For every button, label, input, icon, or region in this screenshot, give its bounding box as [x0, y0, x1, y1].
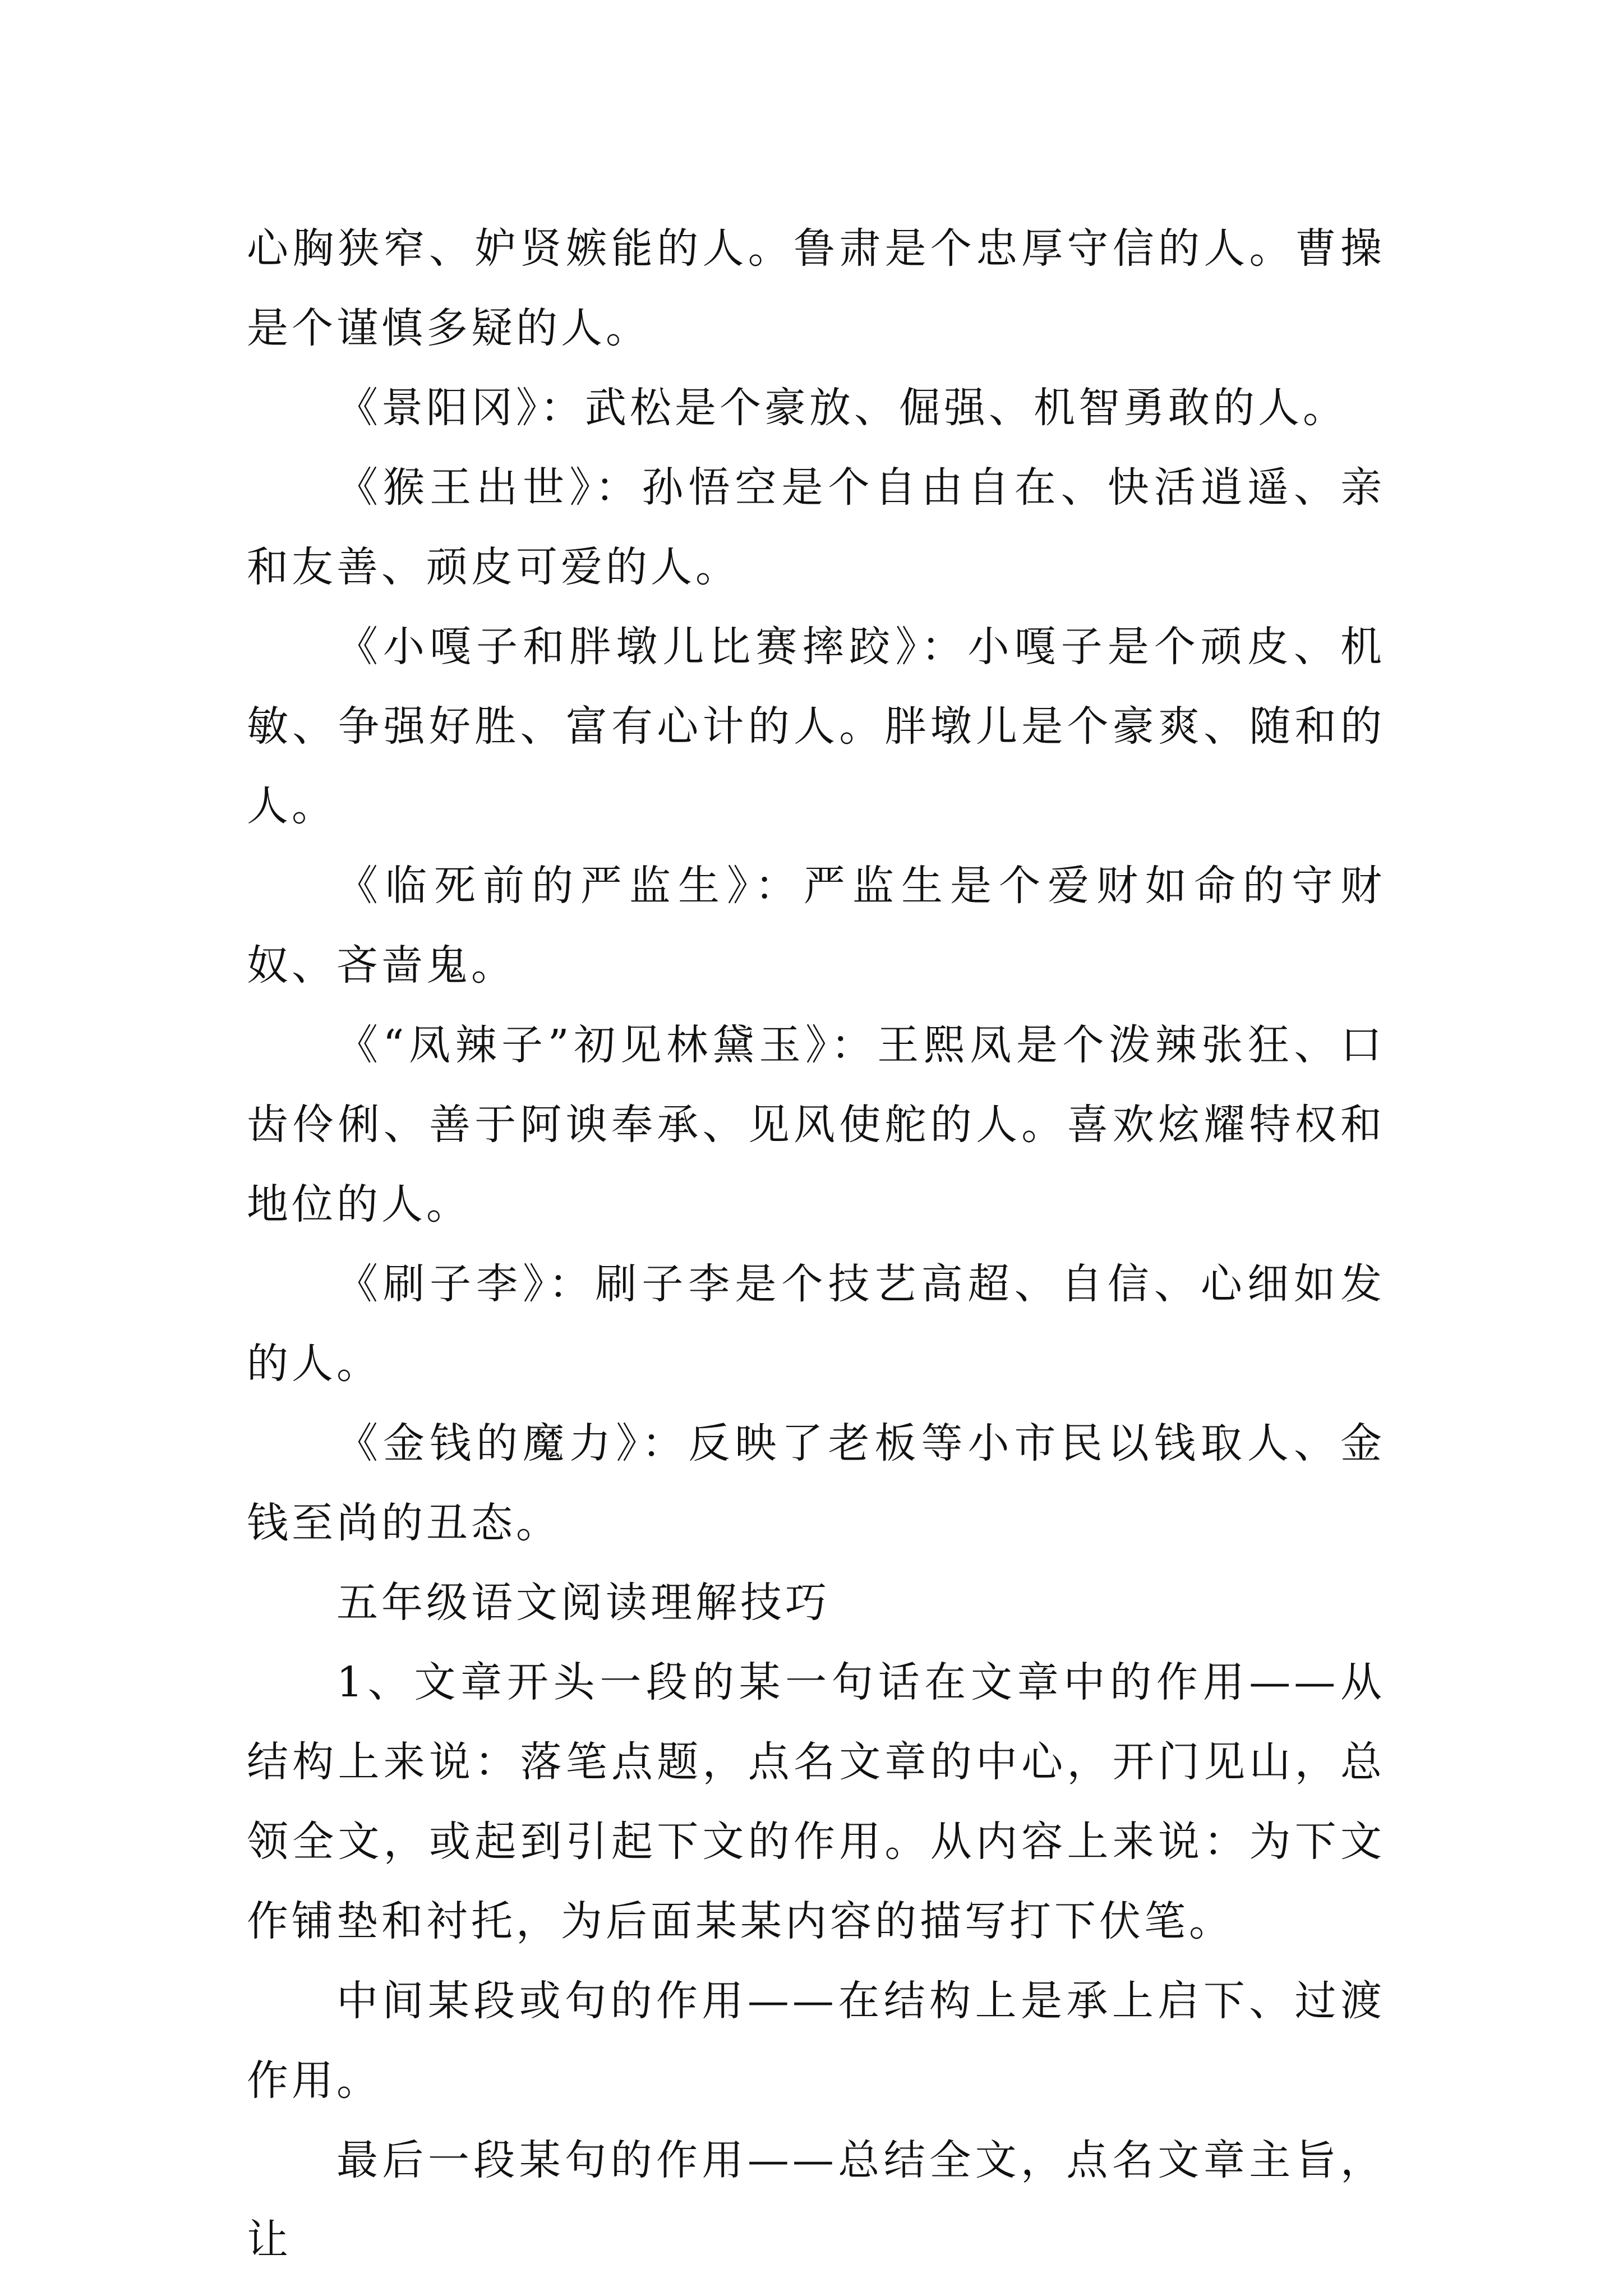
paragraph-houwang-chushi: 《猴王出世》：孙悟空是个自由自在、快活逍遥、亲和友善、顽皮可爱的人。: [247, 463, 1385, 591]
paragraph-tip-opening-sentence: 1、文章开头一段的某一句话在文章中的作用——从结构上来说：落笔点题，点名文章的中心，开门见山，总领全文，或起到引起下文的作用。从内容上来说：为下文作铺垫和衬托，为后面某某内容的描写打下伏笔。: [247, 1658, 1385, 1945]
paragraph-yanjiansheng: 《临死前的严监生》：严监生是个爱财如命的守财奴、吝啬鬼。: [247, 862, 1385, 990]
paragraph-jinqian-moli: 《金钱的魔力》：反映了老板等小市民以钱取人、金钱至尚的丑态。: [247, 1419, 1385, 1547]
paragraph-jingyanggang: 《景阳冈》：武松是个豪放、倔强、机智勇敢的人。: [336, 384, 1348, 432]
section-heading-reading-tips: 五年级语文阅读理解技巧: [336, 1579, 830, 1627]
paragraph-tip-last-sentence: 最后一段某句的作用——总结全文，点名文章主旨，让: [247, 2136, 1385, 2264]
paragraph-tip-middle-sentence: 中间某段或句的作用——在结构上是承上启下、过渡作用。: [247, 1977, 1385, 2105]
document-body: [247, 209, 1385, 2280]
paragraph-character-notes-continued: 心胸狭窄、妒贤嫉能的人。鲁肃是个忠厚守信的人。曹操是个谨慎多疑的人。: [247, 224, 1385, 352]
paragraph-shuazili: 《刷子李》：刷子李是个技艺高超、自信、心细如发的人。: [247, 1260, 1385, 1388]
paragraph-xiaogazi: 《小嘎子和胖墩儿比赛摔跤》：小嘎子是个顽皮、机敏、争强好胜、富有心计的人。胖墩儿是个豪爽、随和的人。: [247, 623, 1385, 830]
paragraph-fenglazi: 《“凤辣子”初见林黛玉》：王熙凤是个泼辣张狂、口齿伶俐、善于阿谀奉承、见风使舵的人。喜欢炫耀特权和地位的人。: [247, 1021, 1385, 1228]
